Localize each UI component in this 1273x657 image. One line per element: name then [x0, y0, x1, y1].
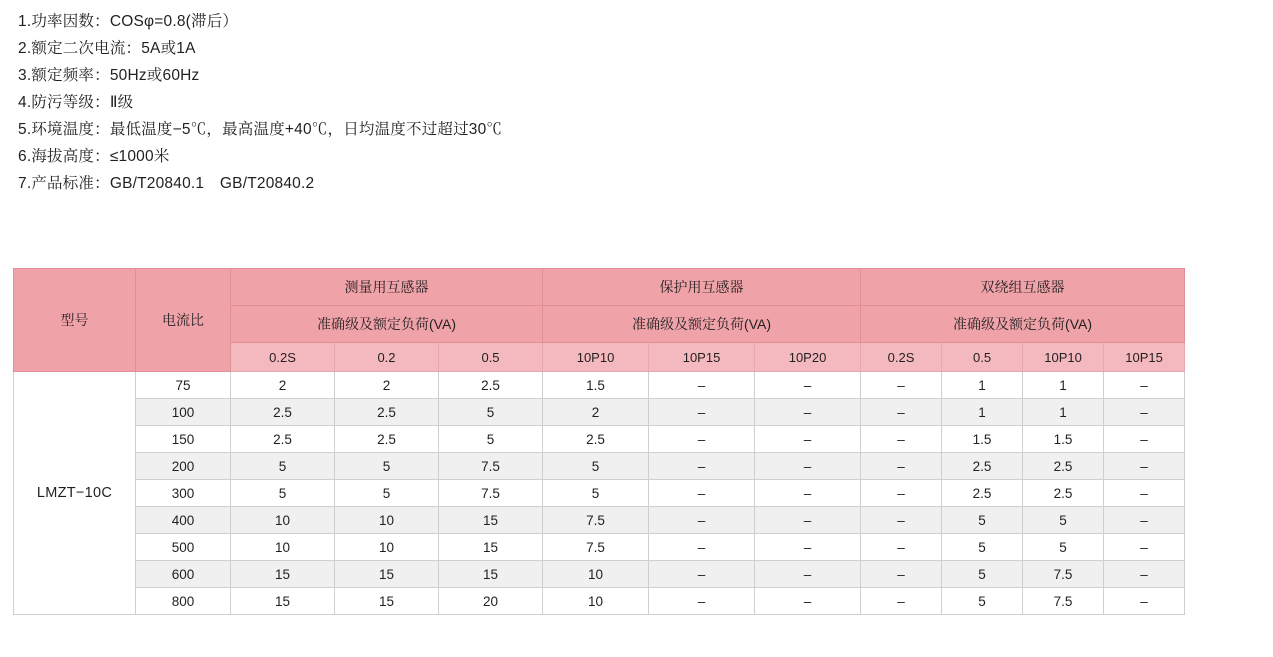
spec-item-product-standard: 7.产品标准：GB/T20840.1 GB/T20840.2 [18, 175, 315, 192]
header-class-measuring-1: 0.2 [335, 343, 439, 372]
cell-value-5: – [755, 561, 861, 588]
cell-value-0: 15 [231, 588, 335, 615]
cell-current-ratio: 100 [136, 399, 231, 426]
cell-value-3: 2.5 [543, 426, 649, 453]
cell-current-ratio: 200 [136, 453, 231, 480]
cell-value-7: 1 [942, 372, 1023, 399]
cell-current-ratio: 75 [136, 372, 231, 399]
cell-value-4: – [649, 561, 755, 588]
table-row [14, 561, 1185, 588]
spec-item-secondary-current: 2.额定二次电流：5A或1A [18, 40, 196, 57]
header-subgroup-protection: 准确级及额定负荷(VA) [543, 306, 861, 343]
header-class-dual-0: 0.2S [861, 343, 942, 372]
cell-value-4: – [649, 399, 755, 426]
cell-value-2: 15 [439, 561, 543, 588]
cell-value-0: 10 [231, 534, 335, 561]
table-row [14, 507, 1185, 534]
cell-value-5: – [755, 588, 861, 615]
header-group-dual-winding: 双绕组互感器 [861, 269, 1185, 306]
cell-value-6: – [861, 480, 942, 507]
cell-value-0: 5 [231, 480, 335, 507]
cell-value-5: – [755, 453, 861, 480]
cell-value-3: 2 [543, 399, 649, 426]
cell-value-6: – [861, 534, 942, 561]
header-group-protection: 保护用互感器 [543, 269, 861, 306]
header-subgroup-measuring: 准确级及额定负荷(VA) [231, 306, 543, 343]
table-row [14, 399, 1185, 426]
cell-value-8: 5 [1023, 507, 1104, 534]
cell-value-5: – [755, 534, 861, 561]
cell-value-9: – [1104, 372, 1185, 399]
cell-model: LMZT−10C [14, 372, 136, 615]
cell-current-ratio: 500 [136, 534, 231, 561]
cell-value-6: – [861, 372, 942, 399]
cell-value-7: 1 [942, 399, 1023, 426]
cell-value-6: – [861, 588, 942, 615]
cell-value-4: – [649, 507, 755, 534]
table-row [14, 534, 1185, 561]
cell-value-0: 2 [231, 372, 335, 399]
cell-value-7: 5 [942, 588, 1023, 615]
header-class-protection-2: 10P20 [755, 343, 861, 372]
cell-value-2: 5 [439, 399, 543, 426]
cell-value-7: 5 [942, 507, 1023, 534]
table-body [14, 372, 1185, 615]
cell-value-7: 1.5 [942, 426, 1023, 453]
cell-value-1: 2.5 [335, 399, 439, 426]
cell-value-1: 5 [335, 453, 439, 480]
header-class-measuring-2: 0.5 [439, 343, 543, 372]
header-model: 型号 [14, 269, 136, 372]
cell-value-3: 5 [543, 453, 649, 480]
header-class-dual-2: 10P10 [1023, 343, 1104, 372]
spec-item-ambient-temperature: 5.环境温度：最低温度−5℃，最高温度+40℃，日均温度不过超过30℃ [18, 121, 503, 138]
cell-value-9: – [1104, 453, 1185, 480]
cell-value-9: – [1104, 399, 1185, 426]
cell-value-2: 7.5 [439, 453, 543, 480]
cell-value-4: – [649, 372, 755, 399]
cell-value-3: 1.5 [543, 372, 649, 399]
cell-value-3: 10 [543, 561, 649, 588]
cell-value-1: 15 [335, 561, 439, 588]
spec-item-frequency: 3.额定频率：50Hz或60Hz [18, 67, 200, 84]
cell-value-8: 2.5 [1023, 480, 1104, 507]
cell-value-1: 5 [335, 480, 439, 507]
cell-value-4: – [649, 588, 755, 615]
cell-value-9: – [1104, 588, 1185, 615]
cell-value-0: 2.5 [231, 399, 335, 426]
header-class-dual-1: 0.5 [942, 343, 1023, 372]
cell-value-9: – [1104, 480, 1185, 507]
cell-value-5: – [755, 399, 861, 426]
cell-value-8: 1.5 [1023, 426, 1104, 453]
header-current-ratio: 电流比 [136, 269, 231, 372]
cell-value-3: 5 [543, 480, 649, 507]
header-group-measuring: 测量用互感器 [231, 269, 543, 306]
table-row [14, 426, 1185, 453]
cell-value-2: 5 [439, 426, 543, 453]
cell-value-6: – [861, 399, 942, 426]
cell-value-2: 20 [439, 588, 543, 615]
table-row [14, 588, 1185, 615]
cell-value-8: 1 [1023, 372, 1104, 399]
parameters-table-wrapper [13, 268, 1185, 615]
cell-value-5: – [755, 426, 861, 453]
header-class-dual-3: 10P15 [1104, 343, 1185, 372]
cell-current-ratio: 300 [136, 480, 231, 507]
header-class-protection-1: 10P15 [649, 343, 755, 372]
cell-value-8: 7.5 [1023, 588, 1104, 615]
cell-value-6: – [861, 426, 942, 453]
cell-current-ratio: 150 [136, 426, 231, 453]
spec-item-power-factor: 1.功率因数：COSφ=0.8(滞后） [18, 13, 239, 30]
cell-value-1: 10 [335, 507, 439, 534]
header-subgroup-dual-winding: 准确级及额定负荷(VA) [861, 306, 1185, 343]
cell-value-6: – [861, 507, 942, 534]
cell-value-3: 7.5 [543, 534, 649, 561]
cell-value-5: – [755, 372, 861, 399]
table-header-row-groups [14, 269, 1185, 306]
cell-value-7: 2.5 [942, 480, 1023, 507]
cell-value-0: 15 [231, 561, 335, 588]
cell-value-7: 5 [942, 534, 1023, 561]
cell-value-1: 10 [335, 534, 439, 561]
cell-value-2: 15 [439, 507, 543, 534]
cell-value-5: – [755, 507, 861, 534]
cell-value-8: 2.5 [1023, 453, 1104, 480]
cell-value-9: – [1104, 561, 1185, 588]
cell-value-3: 7.5 [543, 507, 649, 534]
cell-value-7: 2.5 [942, 453, 1023, 480]
cell-value-6: – [861, 453, 942, 480]
cell-value-8: 7.5 [1023, 561, 1104, 588]
cell-value-9: – [1104, 507, 1185, 534]
cell-value-0: 5 [231, 453, 335, 480]
cell-value-9: – [1104, 426, 1185, 453]
cell-value-4: – [649, 453, 755, 480]
parameters-table [13, 268, 1185, 615]
table-row [14, 453, 1185, 480]
cell-value-5: – [755, 480, 861, 507]
cell-value-1: 2.5 [335, 426, 439, 453]
cell-value-0: 10 [231, 507, 335, 534]
cell-value-2: 15 [439, 534, 543, 561]
cell-value-4: – [649, 534, 755, 561]
cell-current-ratio: 800 [136, 588, 231, 615]
cell-value-1: 15 [335, 588, 439, 615]
table-row [14, 372, 1185, 399]
cell-current-ratio: 600 [136, 561, 231, 588]
header-class-measuring-0: 0.2S [231, 343, 335, 372]
cell-value-4: – [649, 426, 755, 453]
cell-value-8: 5 [1023, 534, 1104, 561]
cell-value-3: 10 [543, 588, 649, 615]
specification-list [18, 8, 1118, 197]
cell-current-ratio: 400 [136, 507, 231, 534]
cell-value-1: 2 [335, 372, 439, 399]
cell-value-0: 2.5 [231, 426, 335, 453]
cell-value-2: 7.5 [439, 480, 543, 507]
header-class-protection-0: 10P10 [543, 343, 649, 372]
cell-value-9: – [1104, 534, 1185, 561]
spec-item-altitude: 6.海拔高度：≤1000米 [18, 148, 170, 165]
cell-value-8: 1 [1023, 399, 1104, 426]
cell-value-6: – [861, 561, 942, 588]
cell-value-7: 5 [942, 561, 1023, 588]
cell-value-4: – [649, 480, 755, 507]
cell-value-2: 2.5 [439, 372, 543, 399]
table-row [14, 480, 1185, 507]
spec-item-pollution-level: 4.防污等级：Ⅱ级 [18, 94, 134, 111]
